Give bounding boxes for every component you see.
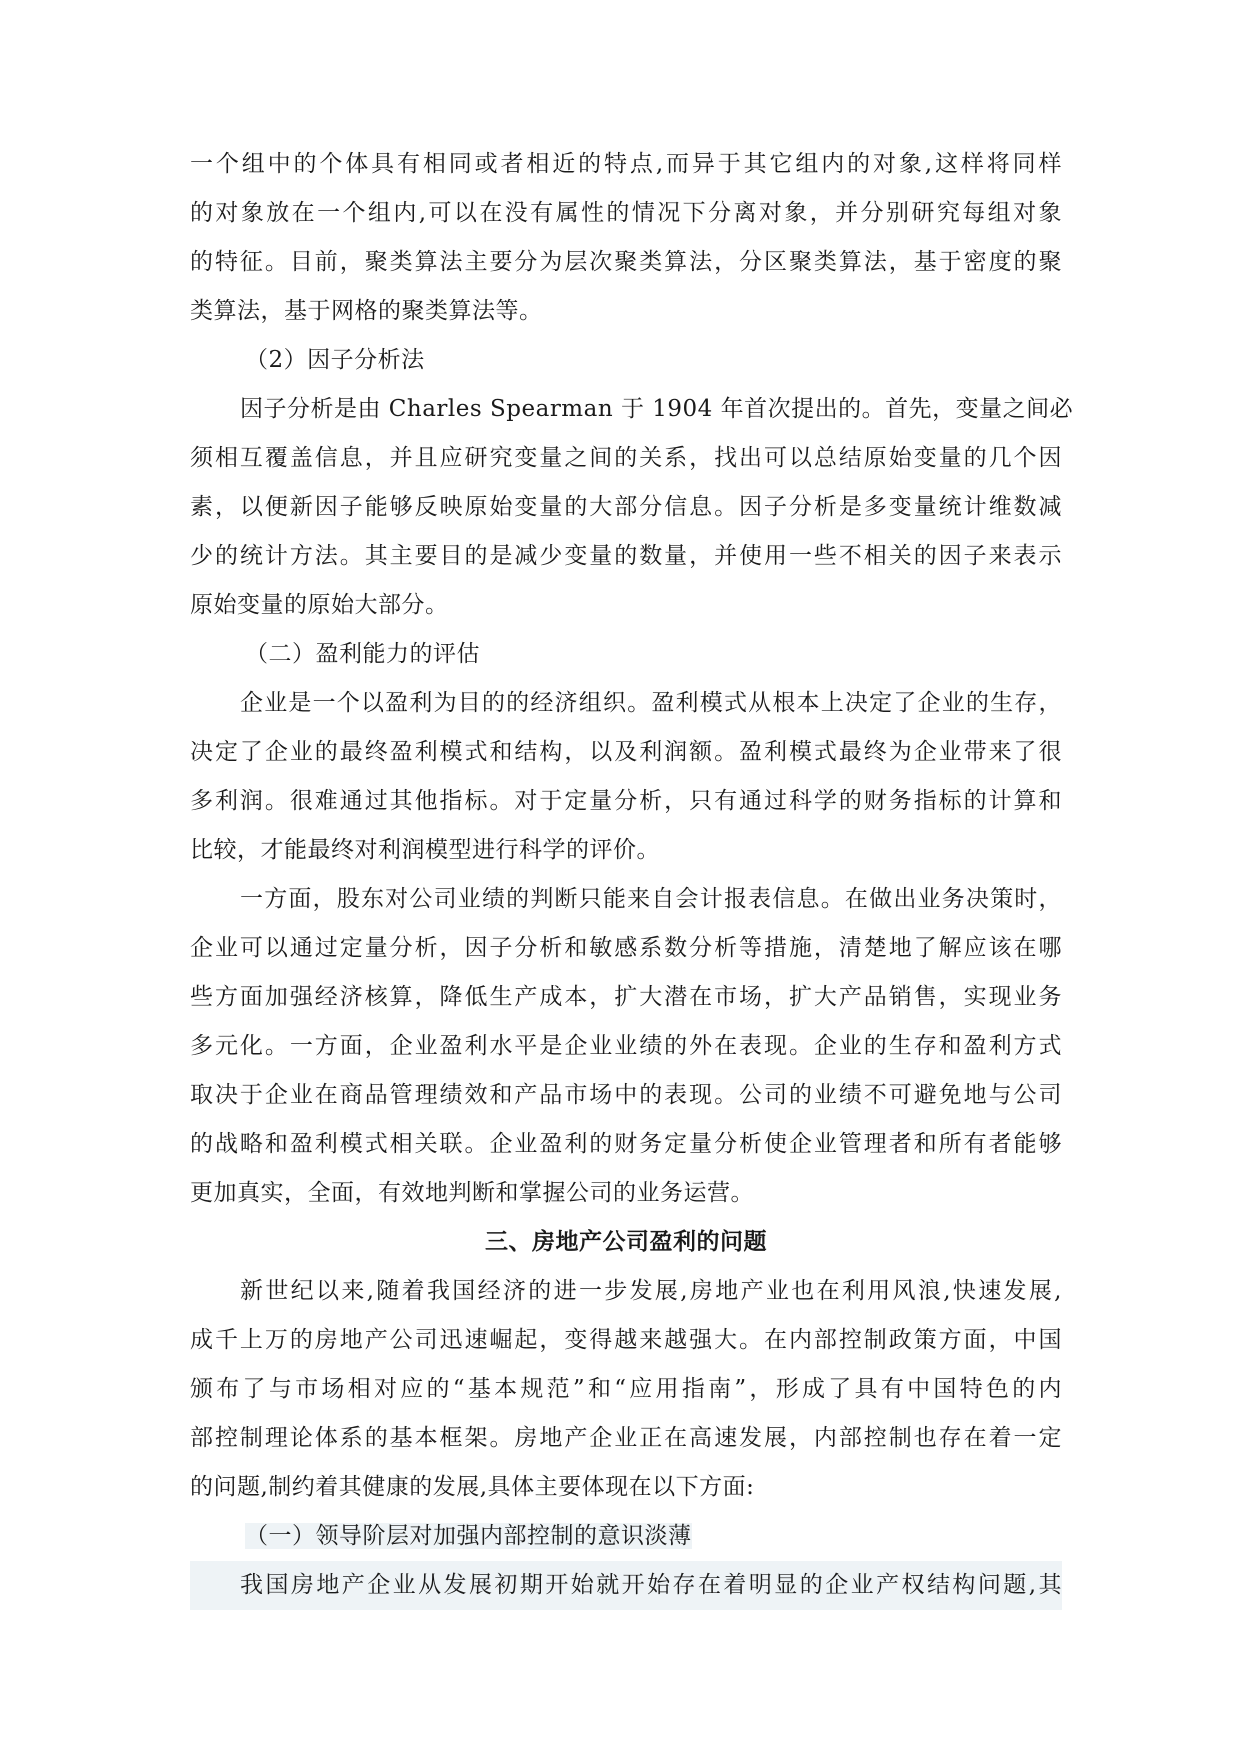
paragraph-line: 的战略和盈利模式相关联。企业盈利的财务定量分析使企业管理者和所有者能够 xyxy=(190,1131,1062,1157)
section-heading-leadership xyxy=(190,1512,1062,1561)
paragraph-line: 少的统计方法。其主要目的是减少变量的数量，并使用一些不相关的因子来表示 xyxy=(190,543,1062,569)
paragraph-line: 更加真实，全面，有效地判断和掌握公司的业务运营。 xyxy=(190,1180,754,1206)
paragraph-line: 企业是一个以盈利为目的的经济组织。盈利模式从根本上决定了企业的生存， xyxy=(240,690,1062,716)
paragraph-line: 原始变量的原始大部分。 xyxy=(190,592,449,618)
paragraph-line: 新世纪以来,随着我国经济的进一步发展,房地产业也在利用风浪,快速发展, xyxy=(240,1278,1062,1304)
document-page xyxy=(190,140,1074,1610)
paragraph-line: 颁布了与市场相对应的“基本规范”和“应用指南”，形成了具有中国特色的内 xyxy=(190,1376,1062,1402)
paragraph-line: 的特征。目前，聚类算法主要分为层次聚类算法，分区聚类算法，基于密度的聚 xyxy=(190,249,1062,275)
paragraph-line: 的问题,制约着其健康的发展,具体主要体现在以下方面: xyxy=(190,1474,755,1500)
paragraph-line: 多利润。很难通过其他指标。对于定量分析，只有通过科学的财务指标的计算和 xyxy=(190,788,1062,814)
paragraph-line: 因子分析是由 Charles Spearman 于 1904 年首次提出的。首先，变量之间必 xyxy=(240,396,1074,422)
paragraph-line: 多元化。一方面，企业盈利水平是企业业绩的外在表现。企业的生存和盈利方式 xyxy=(190,1033,1062,1059)
paragraph-line: 企业可以通过定量分析，因子分析和敏感系数分析等措施，清楚地了解应该在哪 xyxy=(190,935,1062,961)
paragraph-line: 比较，才能最终对利润模型进行科学的评价。 xyxy=(190,837,660,863)
paragraph-line: 取决于企业在商品管理绩效和产品市场中的表现。公司的业绩不可避免地与公司 xyxy=(190,1082,1062,1108)
paragraph-line: 部控制理论体系的基本框架。房地产企业正在高速发展，内部控制也存在着一定 xyxy=(190,1425,1062,1451)
section-heading-profitability: （二）盈利能力的评估 xyxy=(245,641,480,667)
paragraph-line: 素，以便新因子能够反映原始变量的大部分信息。因子分析是多变量统计维数减 xyxy=(190,494,1062,520)
paragraph-line: 一方面，股东对公司业绩的判断只能来自会计报表信息。在做出业务决策时， xyxy=(240,886,1062,912)
paragraph-line: 些方面加强经济核算，降低生产成本，扩大潜在市场，扩大产品销售，实现业务 xyxy=(190,984,1062,1010)
paragraph-line: 决定了企业的最终盈利模式和结构，以及利润额。盈利模式最终为企业带来了很 xyxy=(190,739,1062,765)
paragraph-line-highlighted: 我国房地产企业从发展初期开始就开始存在着明显的企业产权结构问题,其 xyxy=(190,1561,1062,1610)
section-heading-factor-analysis: （2）因子分析法 xyxy=(245,347,425,373)
paragraph-line: 成千上万的房地产公司迅速崛起，变得越来越强大。在内部控制政策方面，中国 xyxy=(190,1327,1062,1353)
highlighted-text: （一）领导阶层对加强内部控制的意识淡薄 xyxy=(245,1523,692,1549)
paragraph-line: 的对象放在一个组内,可以在没有属性的情况下分离对象，并分别研究每组对象 xyxy=(190,200,1062,226)
paragraph-line: 一个组中的个体具有相同或者相近的特点,而异于其它组内的对象,这样将同样 xyxy=(190,151,1062,177)
chapter-heading: 三、房地产公司盈利的问题 xyxy=(485,1229,767,1255)
paragraph-line: 类算法，基于网格的聚类算法等。 xyxy=(190,298,543,324)
paragraph-line: 须相互覆盖信息，并且应研究变量之间的关系，找出可以总结原始变量的几个因 xyxy=(190,445,1062,471)
